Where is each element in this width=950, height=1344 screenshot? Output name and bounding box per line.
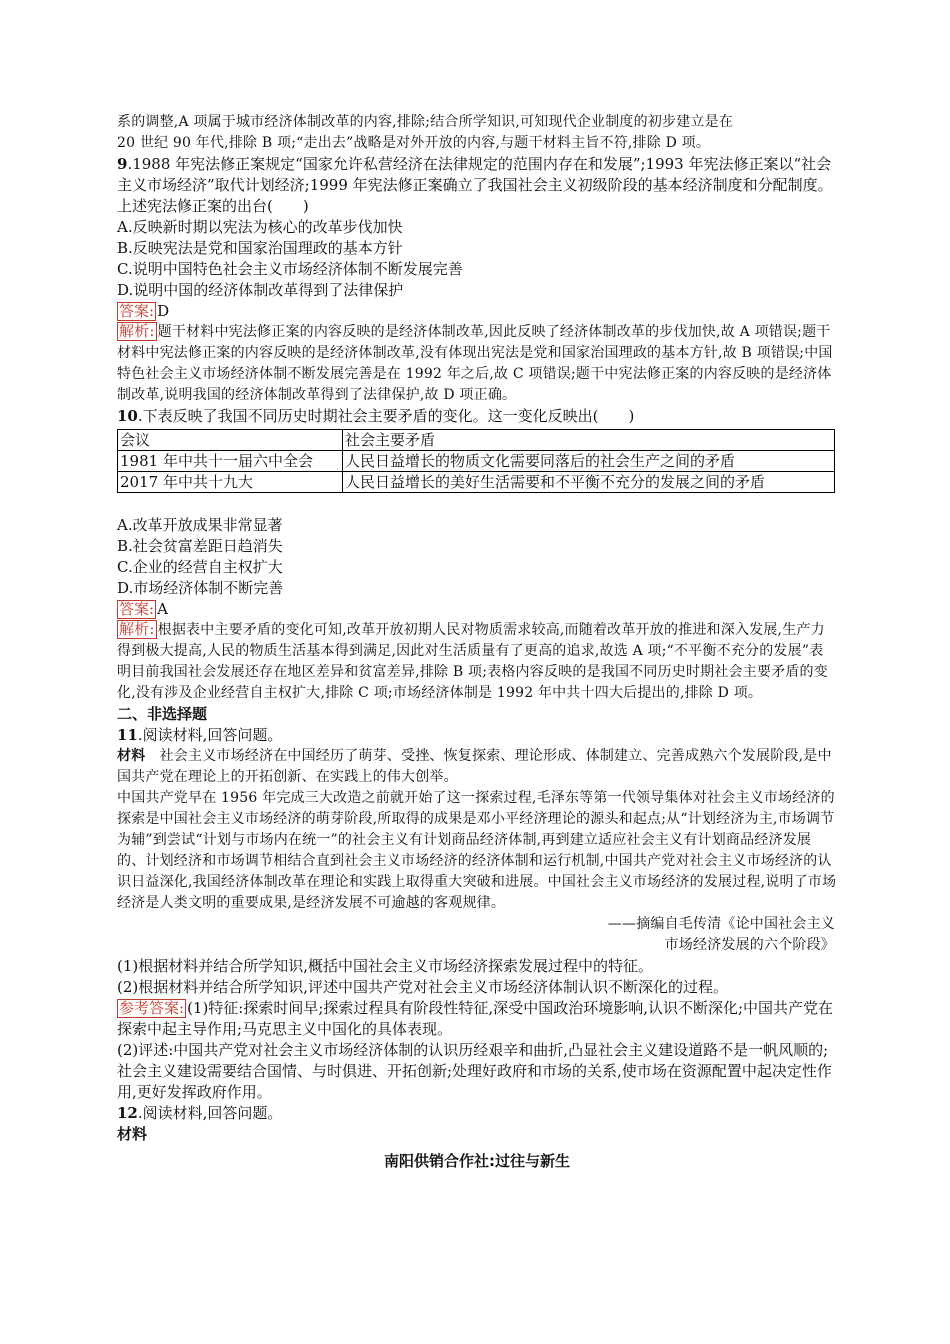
table-cell-contradiction: 人民日益增长的美好生活需要和不平衡不充分的发展之间的矛盾 (343, 472, 835, 493)
q11-material-para2: 中国共产党早在 1956 年完成三大改造之前就开始了这一探索过程,毛泽东等第一代领导集体对社会主义市场经济的探索是中国社会主义市场经济的萌芽阶段,所取得的成果是邓小平经济理论的源头和起点;从“计划经济为主,市场调节为辅”到尝试“计划与市场内在统一”的社会主义有计划商品经济体制,再到建立适应社会主义有计划商品经济发展的、计划经济和市场调节相结合直到社会主义市场经济的经济体制和运行机制,中国共产党对社会主义市场经济的认识日益深化,我国经济体制改革在理论和实践上取得重大突破和进展。中国社会主义市场经济的发展过程,说明了市场经济是人类文明的重要成果,是经济发展不可逾越的客观规律。 (117, 790, 837, 911)
q10-number: 10 (117, 407, 138, 425)
q10-option-d: D.市场经济体制不断完善 (117, 579, 284, 597)
table-cell-meeting: 1981 年中共十一届六中全会 (118, 451, 343, 472)
q11-material-para1 (117, 746, 837, 788)
q10-option-c: C.企业的经营自主权扩大 (117, 558, 283, 576)
q12-material-title: 南阳供销合作社:过往与新生 (384, 1152, 570, 1170)
q12-stem (117, 1103, 837, 1124)
q9-analysis-text: 题干材料中宪法修正案的内容反映的是经济体制改革,因此反映了经济体制改革的步伐加快,故 A 项错误;题干材料中宪法修正案的内容反映的是经济体制改革,没有体现出宪法是党和国家治国理政的基本方针,故 B 项错误;中国特色社会主义市场经济体制不断发展完善是在 1992 年之后,故 C 项错误;题干中宪法修正案的内容反映的是经济体制改革,说明我国的经济体制改革得到了法律保护,故 D 项正确。 (117, 324, 833, 403)
table-header-meeting: 会议 (118, 430, 343, 451)
section-heading-nonchoice: 二、非选择题 (117, 705, 208, 723)
q10-option-a: A.改革开放成果非常显著 (117, 516, 283, 534)
q9-analysis (117, 322, 837, 406)
q11-stem (117, 725, 837, 746)
q11-reference-tag: 参考答案: (119, 999, 185, 1017)
q10-option-b: B.社会贫富差距日趋消失 (117, 537, 283, 555)
q12-material-label: 材料 (117, 1125, 148, 1143)
q12-number: 12 (117, 1104, 138, 1122)
table-row (118, 472, 835, 493)
q11-subquestion-2: (2)根据材料并结合所学知识,评述中国共产党对社会主义市场经济体制认识不断深化的过程。 (117, 978, 729, 996)
q8-analysis-tail-line1: 系的调整,A 项属于城市经济体制改革的内容,排除;结合所学知识,可知现代企业制度的初步建立是在 (117, 114, 734, 130)
q10-answer (117, 599, 837, 620)
q11-subquestion-1: (1)根据材料并结合所学知识,概括中国社会主义市场经济探索发展过程中的特征。 (117, 957, 654, 975)
q11-reference-answer-1 (117, 998, 837, 1040)
q10-answer-tag: 答案: (119, 600, 155, 618)
q11-source-line2: 市场经济发展的六个阶段》 (664, 937, 835, 953)
q9-number: 9 (117, 155, 128, 173)
q10-stem (117, 406, 837, 427)
q11-reference-text-1: (1)特征:探索时间早;探索过程具有阶段性特征,深受中国政治环境影响,认识不断深化;中国共产党在探索中起主导作用;马克思主义中国化的具体表现。 (117, 999, 834, 1038)
q10-analysis (117, 620, 837, 704)
q11-stem-text: .阅读材料,回答问题。 (137, 726, 283, 744)
q10-stem-text: .下表反映了我国不同历史时期社会主要矛盾的变化。这一变化反映出( ) (137, 407, 635, 425)
q11-material-text1: 社会主义市场经济在中国经历了萌芽、受挫、恢复探索、理论形成、体制建立、完善成熟六个发展阶段,是中国共产党在理论上的开拓创新、在实践上的伟大创举。 (117, 748, 832, 785)
q11-material-label: 材料 (117, 748, 146, 764)
q9-stem-text: .1988 年宪法修正案规定“国家允许私营经济在法律规定的范围内存在和发展”;1993 年宪法修正案以“社会主义市场经济”取代计划经济;1999 年宪法修正案确立了我国社会主义初级阶段的基本经济制度和分配制度。上述宪法修正案的出台( ) (117, 155, 833, 215)
q8-analysis-tail-line2: 20 世纪 90 年代,排除 B 项;“走出去”战略是对外开放的内容,与题干材料主旨不符,排除 D 项。 (117, 135, 711, 151)
q9-answer-tag: 答案: (119, 302, 155, 320)
q9-answer-value: D (157, 302, 170, 320)
q11-source-line1: ——摘编自毛传清《论中国社会主义 (607, 916, 835, 932)
q9-stem (117, 154, 837, 217)
table-cell-meeting: 2017 年中共十九大 (118, 472, 343, 493)
q11-number: 11 (117, 726, 138, 744)
q12-stem-text: .阅读材料,回答问题。 (137, 1104, 283, 1122)
q10-contradiction-table (117, 429, 835, 493)
q9-analysis-tag: 解析: (119, 322, 155, 340)
q9-option-b: B.反映宪法是党和国家治国理政的基本方针 (117, 239, 403, 257)
table-row (118, 451, 835, 472)
q9-option-d: D.说明中国的经济体制改革得到了法律保护 (117, 281, 404, 299)
q9-option-c: C.说明中国特色社会主义市场经济体制不断发展完善 (117, 260, 463, 278)
q10-analysis-text: 根据表中主要矛盾的变化可知,改革开放初期人民对物质需求较高,而随着改革开放的推进和深入发展,生产力得到极大提高,人民的物质生活基本得到满足,因此对生活质量有了更高的追求,故选 A 项;“不平衡不充分的发展”表明目前我国社会发展还存在地区差异和贫富差异,排除 B 项;表格内容反映的是我国不同历史时期社会主要矛盾的变化,没有涉及企业经营自主权扩大,排除 C 项;市场经济体制是 1992 年中共十四大后提出的,排除 D 项。 (117, 622, 828, 701)
table-header-row (118, 430, 835, 451)
q10-answer-value: A (157, 600, 168, 618)
q11-reference-answer-2: (2)评述:中国共产党对社会主义市场经济体制的认识历经艰辛和曲折,凸显社会主义建设道路不是一帆风顺的;社会主义建设需要结合国情、与时俱进、开拓创新;处理好政府和市场的关系,使市场在资源配置中起决定性作用,更好发挥政府作用。 (117, 1041, 832, 1101)
q10-analysis-tag: 解析: (119, 620, 155, 638)
table-cell-contradiction: 人民日益增长的物质文化需要同落后的社会生产之间的矛盾 (343, 451, 835, 472)
table-header-contradiction: 社会主要矛盾 (343, 430, 835, 451)
q9-answer (117, 301, 837, 322)
document-page (117, 112, 837, 1172)
q9-option-a: A.反映新时期以宪法为核心的改革步伐加快 (117, 218, 403, 236)
